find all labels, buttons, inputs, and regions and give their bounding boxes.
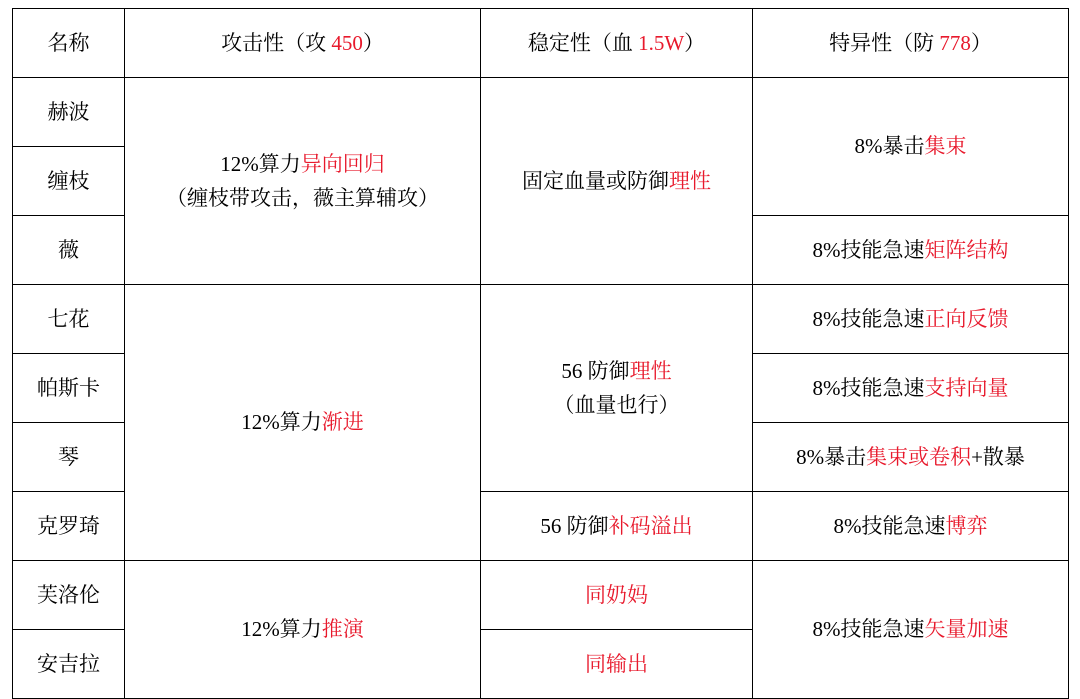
table-row [13, 285, 1069, 354]
special-cell-7 [753, 561, 1069, 699]
special-red: 支持向量 [924, 375, 1009, 400]
special-red: 博弈 [945, 513, 988, 538]
header-special-post: ） [970, 30, 992, 55]
row-name: 赫波 [13, 78, 125, 147]
special-red: 矢量加速 [924, 617, 1009, 642]
table-header-row [13, 9, 1069, 78]
special-cell-2 [753, 216, 1069, 285]
table-row [13, 78, 1069, 147]
row-name: 安吉拉 [13, 630, 125, 699]
header-special-pre: 特异性（防 [829, 30, 940, 55]
stability-red: 理性 [669, 168, 711, 193]
special-cell-1 [753, 78, 1069, 216]
attack-line-1-red: 渐进 [321, 410, 364, 435]
attack-line-1-pre: 12%算力 [220, 151, 301, 176]
stability-red: 同奶妈 [585, 582, 648, 607]
header-special [753, 9, 1069, 78]
row-name: 琴 [13, 423, 125, 492]
attack-line-1-red: 异向回归 [300, 151, 385, 176]
attack-cell-group-2 [125, 285, 481, 561]
attack-line-2: （缠枝带攻击，薇主算辅攻） [166, 186, 439, 210]
header-attack [125, 9, 481, 78]
special-cell-4 [753, 354, 1069, 423]
special-red: 正向反馈 [924, 306, 1009, 331]
stability-cell-group-1 [481, 78, 753, 285]
row-name: 帕斯卡 [13, 354, 125, 423]
row-name: 七花 [13, 285, 125, 354]
stability-red: 理性 [629, 358, 672, 383]
stability-pre: 56 防御 [540, 513, 609, 538]
special-red: 集束或卷积 [866, 444, 972, 469]
header-name-text: 名称 [47, 30, 90, 55]
table-row [13, 561, 1069, 630]
attack-line-1 [131, 614, 474, 644]
stats-table [12, 8, 1069, 699]
row-name: 芙洛伦 [13, 561, 125, 630]
row-name: 克罗琦 [13, 492, 125, 561]
row-name: 薇 [13, 216, 125, 285]
attack-line-1 [131, 407, 474, 437]
attack-line-1-pre: 12%算力 [241, 617, 322, 642]
attack-line-1 [131, 149, 474, 179]
stability-red: 同输出 [585, 651, 648, 676]
stability-cell-4 [481, 561, 753, 630]
row-name: 缠枝 [13, 147, 125, 216]
header-attack-post: ） [362, 30, 384, 55]
stability-cell-3 [481, 492, 753, 561]
special-post: +散暴 [971, 444, 1025, 469]
special-pre: 8%暴击 [854, 134, 925, 159]
stability-line-2: （血量也行） [553, 393, 680, 417]
stability-cell-group-2 [481, 285, 753, 492]
special-pre: 8%技能急速 [812, 375, 925, 400]
header-stability-pre: 稳定性（血 [527, 30, 639, 55]
header-name [13, 9, 125, 78]
attack-cell-group-1 [125, 78, 481, 285]
special-red: 集束 [924, 134, 967, 159]
stability-pre: 固定血量或防御 [522, 168, 669, 193]
special-cell-3 [753, 285, 1069, 354]
attack-cell-group-3 [125, 561, 481, 699]
header-stability-post: ） [684, 30, 706, 55]
special-pre: 8%技能急速 [812, 617, 925, 642]
stability-line-1 [487, 356, 746, 386]
special-pre: 8%技能急速 [812, 306, 925, 331]
stability-pre: 56 防御 [561, 358, 630, 383]
special-pre: 8%技能急速 [812, 237, 925, 262]
header-stability-value: 1.5W [638, 30, 685, 55]
special-pre: 8%技能急速 [833, 513, 946, 538]
header-attack-pre: 攻击性（攻 [221, 30, 332, 55]
special-red: 矩阵结构 [924, 237, 1009, 262]
stability-cell-5 [481, 630, 753, 699]
attack-line-1-pre: 12%算力 [241, 410, 322, 435]
header-attack-value: 450 [331, 30, 363, 55]
special-pre: 8%暴击 [796, 444, 867, 469]
special-cell-5 [753, 423, 1069, 492]
attack-line-1-red: 推演 [321, 617, 364, 642]
header-stability [481, 9, 753, 78]
stability-red: 补码溢出 [608, 513, 693, 538]
header-special-value: 778 [939, 30, 971, 55]
special-cell-6 [753, 492, 1069, 561]
